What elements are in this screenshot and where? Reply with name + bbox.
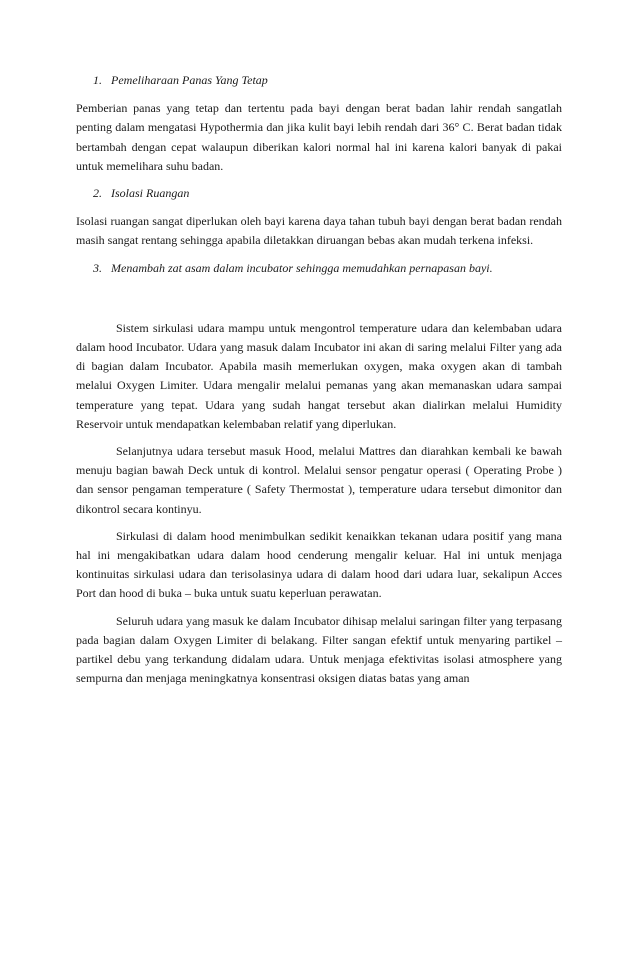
section-heading-2 (93, 184, 562, 203)
section-title: Pemeliharaan Panas Yang Tetap (111, 73, 268, 87)
document-page (76, 71, 562, 696)
body-paragraph: Sistem sirkulasi udara mampu untuk mengontrol temperature udara dan kelembaban udara dalam hood Incubator. Udara yang masuk dalam Incubator ini akan di saring melalui Filter yang ada di bagian dalam Incubator. Apabila masih memerlukan oxygen, maka oxygen akan di tambah melalui Oxygen Limiter. Udara mengalir melalui pemanas yang akan memanaskan udara sampai temperature yang tepat. Udara yang sudah hangat tersebut akan dialirkan melalui Humidity Reservoir untuk mendapatkan kelembaban relatif yang diperlukan. (76, 320, 562, 431)
body-paragraph: Selanjutnya udara tersebut masuk Hood, melalui Mattres dan diarahkan kembali ke bawah menuju bagian bawah Deck untuk di kontrol. Melalui sensor pengatur operasi ( Operating Probe ) dan sensor pengaman temperature ( Safety Thermostat ), temperature udara tersebut dimonitor dan dikontrol secara kontinyu. (76, 444, 562, 516)
section-heading-3 (93, 259, 562, 278)
section-number: 1. (93, 73, 102, 87)
section-title: Isolasi Ruangan (111, 186, 190, 201)
section-number: 2. (93, 186, 102, 201)
section-body-2: Isolasi ruangan sangat diperlukan oleh bayi karena daya tahan tubuh bayi dengan berat badan rendah masih sangat rentang sehingga apabila diletakkan diruangan bebas akan mudah terkena infeksi. (76, 214, 562, 248)
body-paragraph: Seluruh udara yang masuk ke dalam Incubator dihisap melalui saringan filter yang terpasang pada bagian dalam Oxygen Limiter di belakang. Filter sangan efektif untuk menyaring partikel – partikel debu yang terkandung didalam udara. Untuk menjaga efektivitas isolasi atmosphere yang sempurna dan menjaga meningkatnya konsentrasi oksigen diatas batas yang aman (76, 613, 562, 686)
section-title: Menambah zat asam dalam incubator sehingga memudahkan pernapasan bayi. (111, 260, 493, 275)
body-paragraph: Sirkulasi di dalam hood menimbulkan sedikit kenaikkan tekanan udara positif yang mana hal ini mengakibatkan udara dalam hood cenderung mengalir keluar. Hal ini untuk menjaga kontinuitas sirkulasi udara dan terisolasinya udara di dalam hood dari udara luar, sekalipun Acces Port dan hood di buka – buka untuk suatu keperluan perawatan. (76, 528, 562, 601)
section-body-1: Pemberian panas yang tetap dan tertentu pada bayi dengan berat badan lahir rendah sangatlah penting dalam mengatasi Hypothermia dan jika kulit bayi lebih rendah dari 36° C. Berat badan tidak bertambah dengan cepat walaupun diberikan kalori normal hal ini karena kalori banyak di pakai untuk memelihara suhu badan. (76, 101, 562, 173)
spacer (76, 287, 562, 319)
section-number: 3. (93, 260, 102, 275)
section-heading-1 (93, 71, 562, 90)
